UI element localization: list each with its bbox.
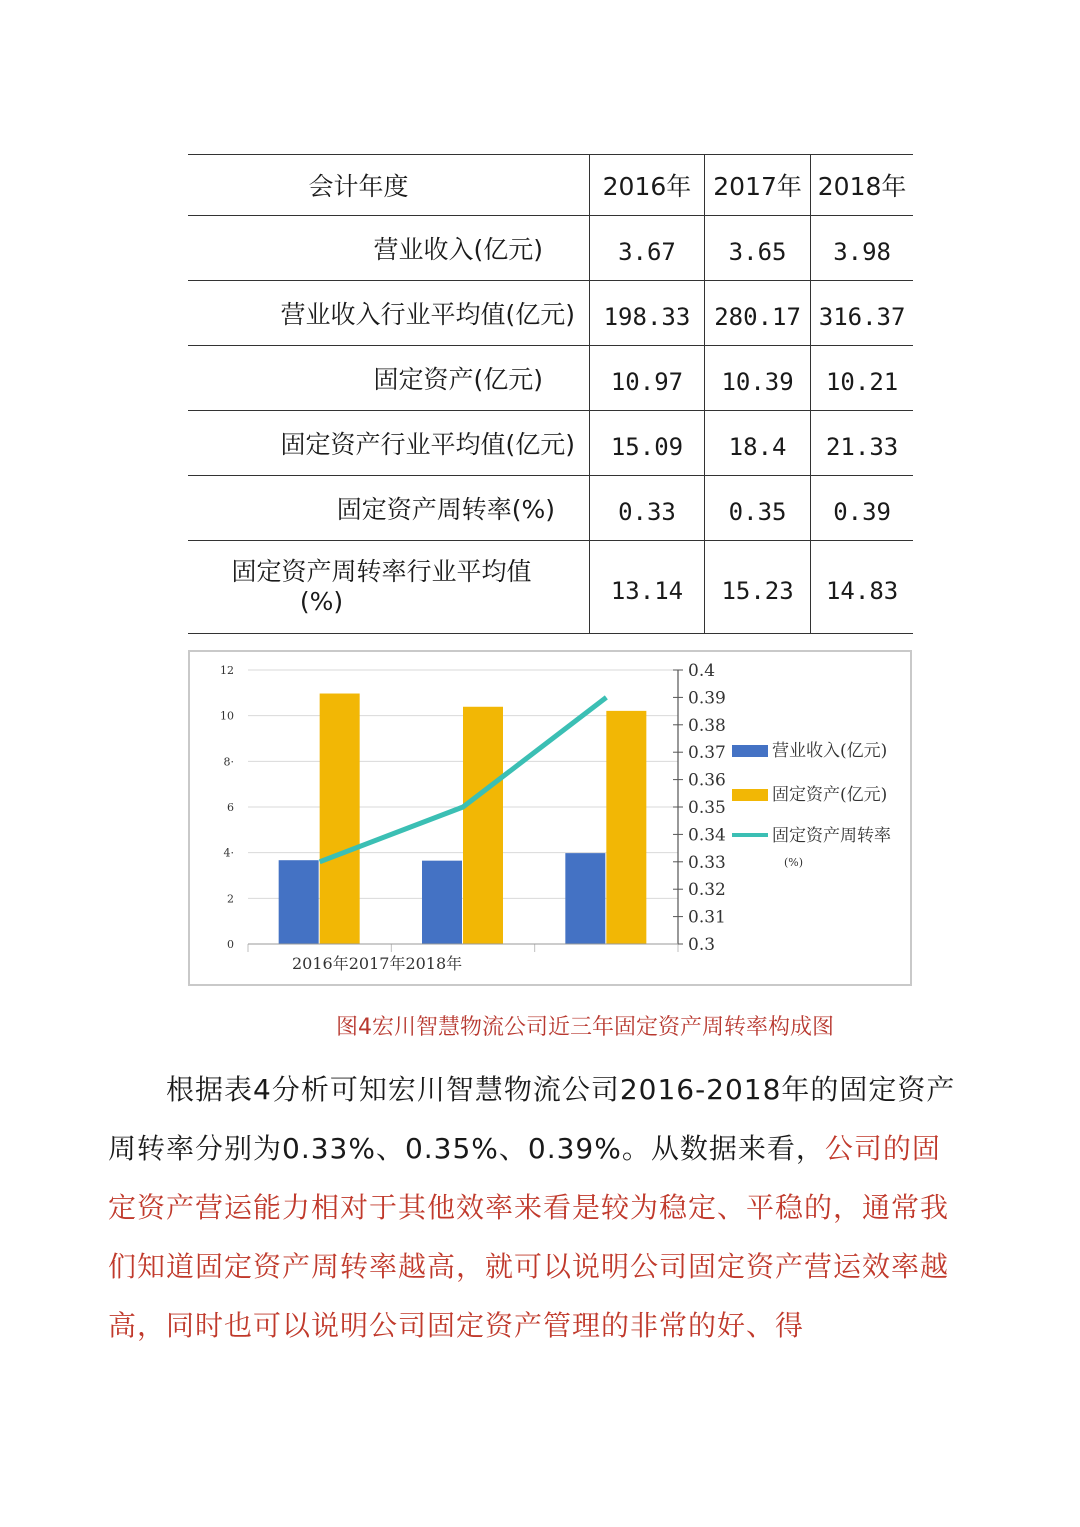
body-paragraph (108, 1060, 968, 1355)
legend-swatch (732, 789, 768, 801)
paragraph-text: 根据表4分析可知宏川智慧物流公司2016-2018年的固定资产周转率分别为0.33%、0.35%、0.39%。从数据来看， (108, 1073, 956, 1165)
x-tick-label: 2016年2017年2018年 (292, 954, 463, 973)
right-tick-label: 0.38 (688, 715, 726, 736)
table-row (188, 281, 913, 346)
left-tick-label: 8· (223, 755, 234, 769)
table-row (188, 411, 913, 476)
cell-value: 18.4 (704, 411, 810, 476)
cell-value: 10.21 (811, 346, 913, 411)
cell-value: 0.35 (704, 476, 810, 541)
right-tick-label: 0.32 (688, 880, 726, 901)
right-tick-label: 0.39 (688, 688, 726, 709)
cell-value: 198.33 (589, 281, 704, 346)
cell-value: 316.37 (811, 281, 913, 346)
cell-value: 0.33 (589, 476, 704, 541)
cell-value: 3.67 (589, 216, 704, 281)
row-label: 营业收入(亿元) (188, 216, 589, 281)
bar-revenue (279, 860, 319, 944)
cell-value: 3.65 (704, 216, 810, 281)
table-header-year: 2017年 (704, 155, 810, 216)
cell-value: 15.09 (589, 411, 704, 476)
bar-fixed-assets (320, 694, 360, 944)
bar-fixed-assets (463, 707, 503, 944)
combo-chart (188, 650, 912, 986)
paragraph-highlight: 公司的固定资产营运能力相对于其他效率来看是较为稳定、平稳的，通常我们知道固定资产周转率越高，就可以说明公司固定资产营运效率越高，同时也可以说明公司固定资产管理的非常的好、得 (108, 1132, 950, 1342)
right-tick-label: 0.36 (688, 770, 726, 791)
figure-caption: 图4宏川智慧物流公司近三年固定资产周转率构成图 (336, 1015, 834, 1040)
table-row (188, 476, 913, 541)
right-tick-label: 0.34 (688, 825, 726, 846)
legend-label-unit: (%) (784, 856, 804, 869)
row-label: 固定资产行业平均值(亿元) (188, 411, 589, 476)
row-label (188, 541, 589, 634)
row-label-line1: 固定资产周转率行业平均值 (231, 557, 532, 586)
left-tick-label: 4· (223, 846, 234, 860)
cell-value: 0.39 (811, 476, 913, 541)
table-row (188, 216, 913, 281)
legend-label: 固定资产(亿元) (772, 785, 888, 805)
left-tick-label: 0 (227, 938, 234, 951)
left-tick-label: 12 (220, 664, 234, 677)
right-tick-label: 0.31 (688, 907, 726, 928)
left-tick-label: 6 (227, 801, 234, 814)
table-row (188, 346, 913, 411)
cell-value: 15.23 (704, 541, 810, 634)
legend-label: 固定资产周转率 (772, 826, 891, 846)
row-label-line2: (%) (299, 587, 344, 616)
cell-value: 10.97 (589, 346, 704, 411)
row-label: 营业收入行业平均值(亿元) (188, 281, 589, 346)
table-header-row (188, 155, 913, 216)
row-label: 固定资产周转率(%) (188, 476, 589, 541)
left-tick-label: 2 (227, 892, 234, 906)
row-label: 固定资产(亿元) (188, 346, 589, 411)
table-header-label: 会计年度 (188, 155, 589, 216)
cell-value: 14.83 (811, 541, 913, 634)
legend-swatch (732, 745, 768, 757)
cell-value: 13.14 (589, 541, 704, 634)
table-header-year: 2016年 (589, 155, 704, 216)
bar-revenue (565, 853, 605, 944)
table-row (188, 541, 913, 634)
right-tick-label: 0.4 (688, 661, 716, 681)
cell-value: 10.39 (704, 346, 810, 411)
right-tick-label: 0.35 (688, 798, 726, 818)
bar-revenue (422, 861, 462, 944)
cell-value: 3.98 (811, 216, 913, 281)
table-header-year: 2018年 (811, 155, 913, 216)
legend-label: 营业收入(亿元) (772, 741, 888, 761)
left-tick-label: 10 (220, 709, 234, 723)
right-tick-label: 0.33 (688, 852, 726, 873)
data-table (188, 154, 913, 634)
cell-value: 21.33 (811, 411, 913, 476)
bar-fixed-assets (606, 711, 646, 944)
right-tick-label: 0.37 (688, 743, 726, 764)
right-tick-label: 0.3 (688, 935, 716, 955)
chart-canvas (190, 652, 910, 984)
cell-value: 280.17 (704, 281, 810, 346)
